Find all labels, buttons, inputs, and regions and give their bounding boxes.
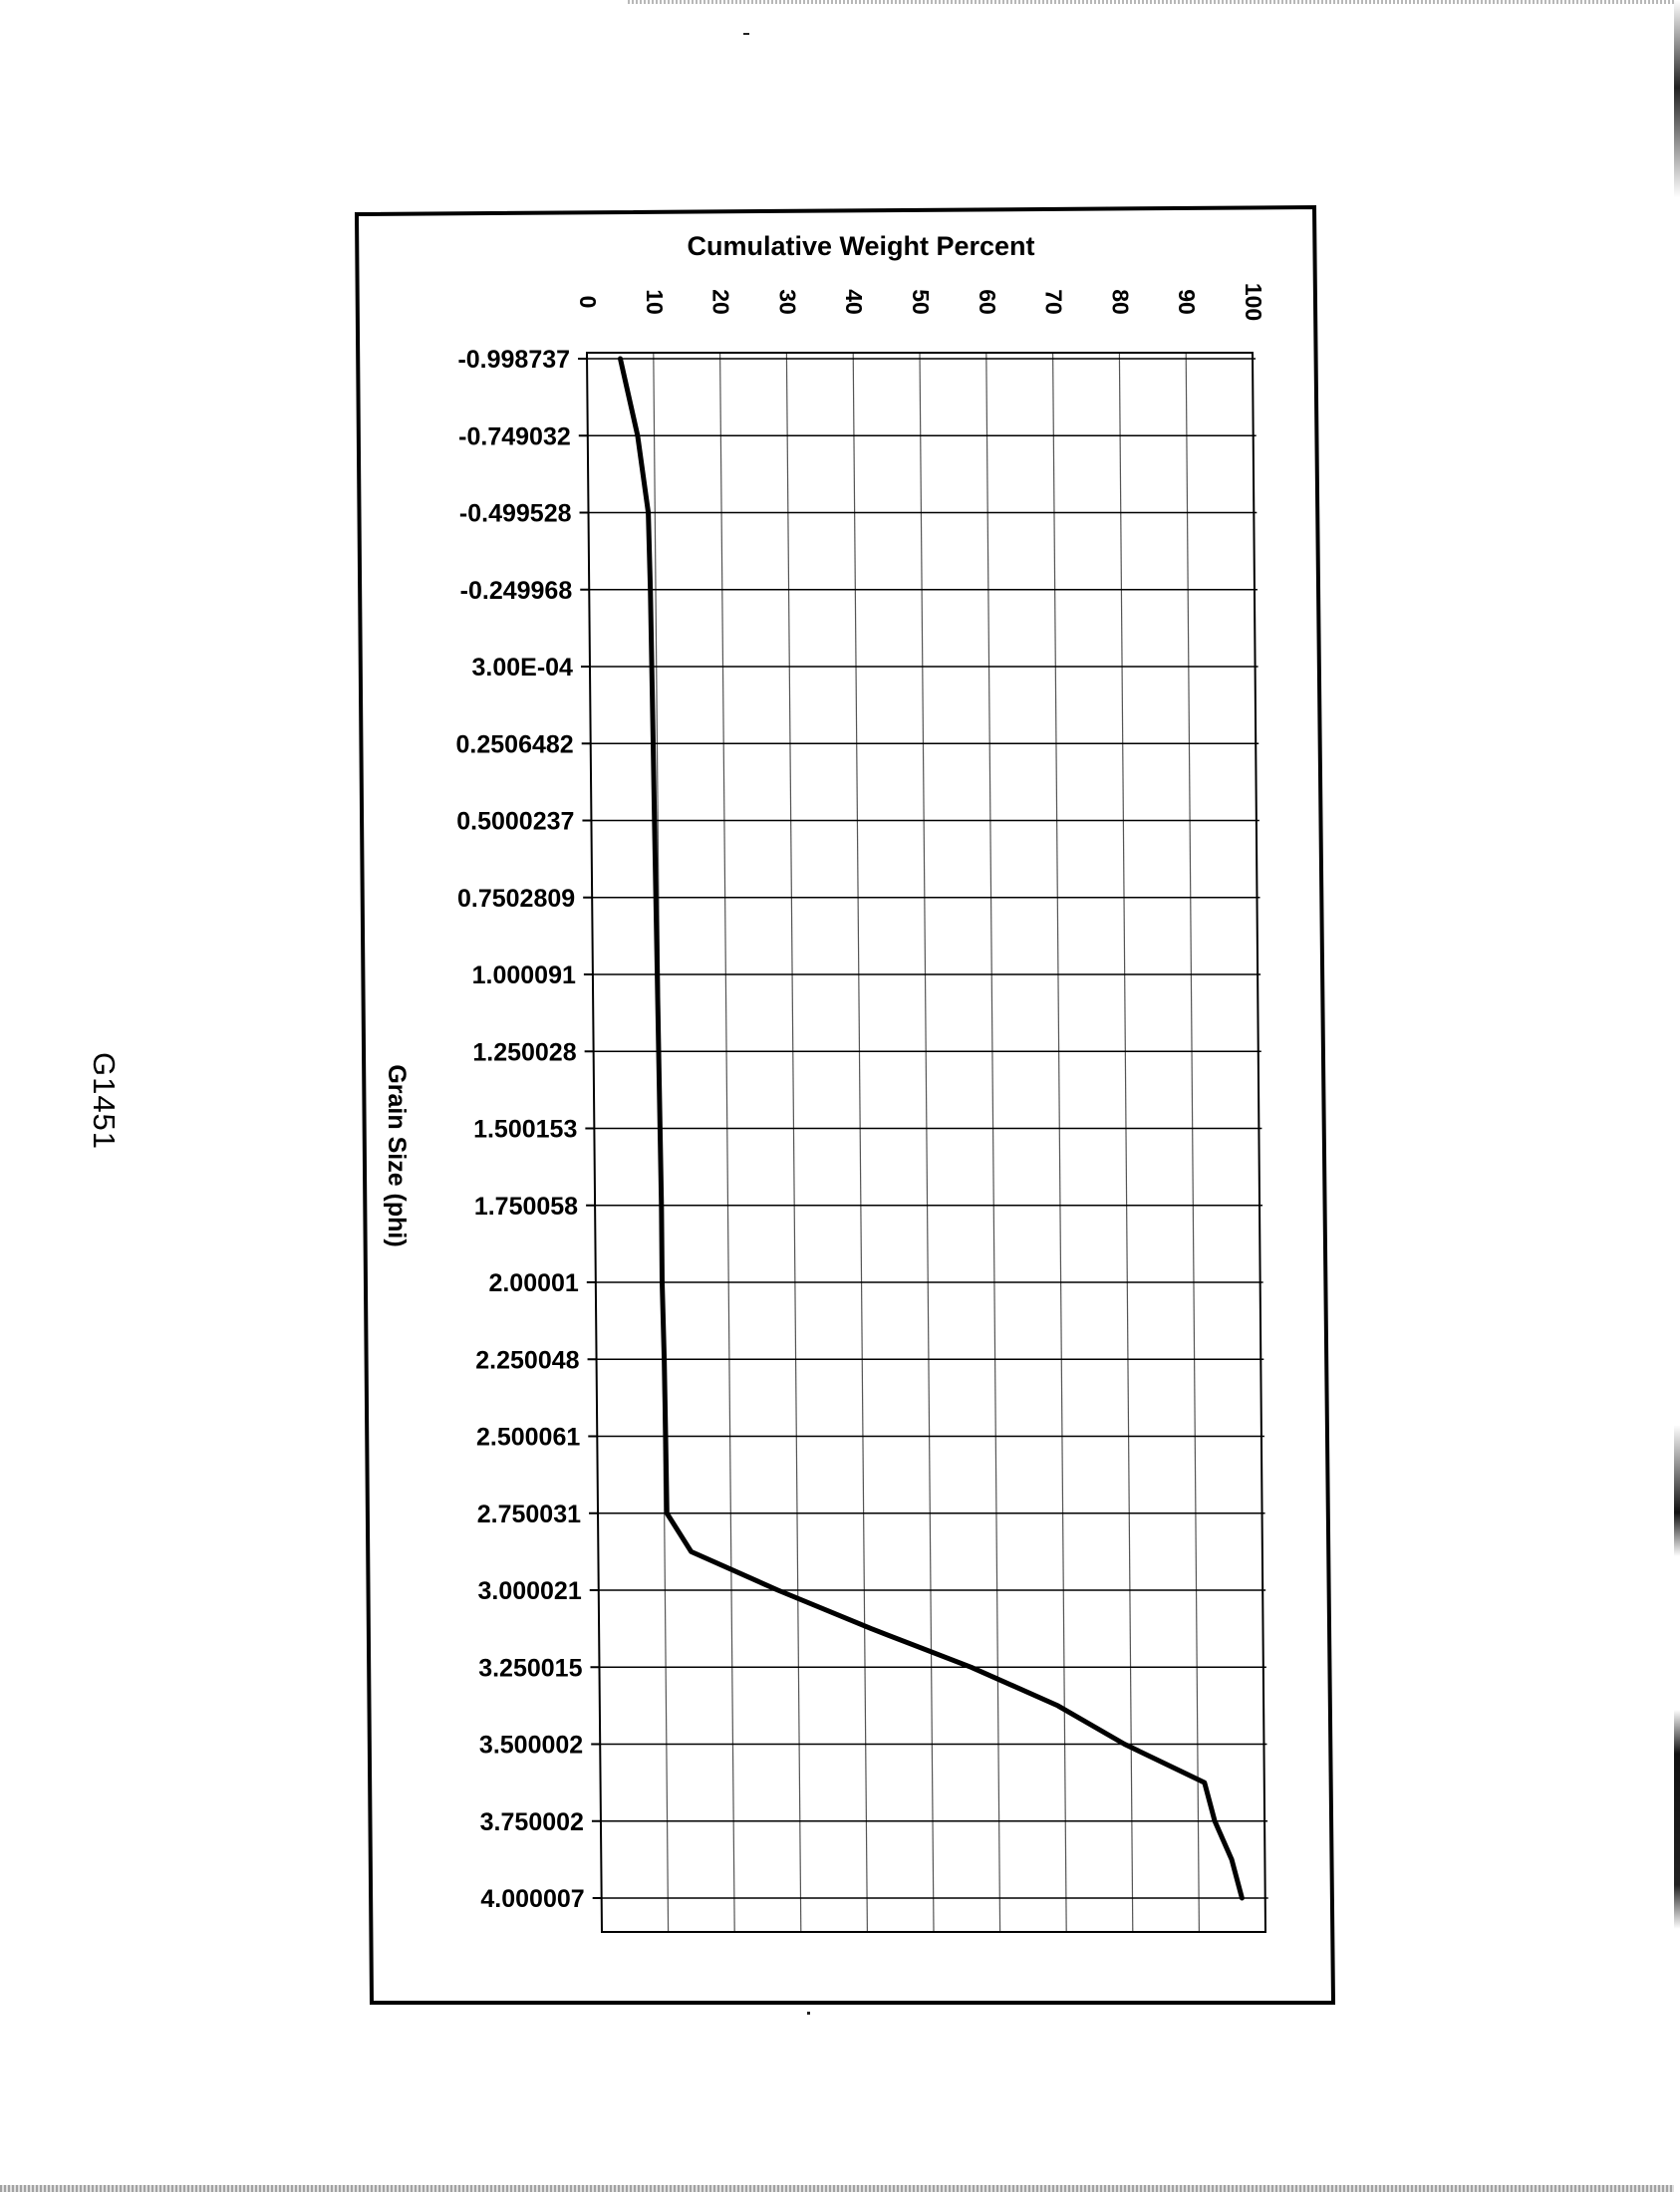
- y-tick-label: -0.998737: [457, 346, 571, 374]
- x-tick-label: 40: [841, 289, 868, 315]
- y-tick-label: 3.750002: [479, 1807, 584, 1836]
- y-tick-labels: [456, 346, 585, 1913]
- y-tick-label: 1.750058: [473, 1192, 579, 1221]
- grid-lines: [587, 353, 1268, 1932]
- y-tick-label: 3.00E-04: [471, 654, 573, 682]
- y-tick-label: 3.250015: [478, 1654, 583, 1683]
- y-tick-label: 2.250048: [475, 1346, 580, 1375]
- document-id: G1451: [87, 1051, 122, 1151]
- x-tick-label: 10: [641, 289, 668, 315]
- x-tick-label: 70: [1040, 289, 1067, 315]
- x-tick-label: 50: [908, 289, 934, 315]
- y-tick-label: 3.000021: [477, 1577, 582, 1605]
- y-tick-label: 1.000091: [471, 961, 576, 989]
- y-tick-label: 1.500153: [473, 1115, 578, 1144]
- x-tick-label: 20: [707, 289, 734, 315]
- y-tick-label: -0.499528: [458, 499, 572, 528]
- y-tick-label: 0.5000237: [456, 807, 575, 836]
- y-tick-label: 0.2506482: [455, 730, 574, 759]
- x-tick-label: 80: [1107, 289, 1134, 315]
- x-tick-label: 60: [974, 289, 1000, 315]
- x-tick-labels: [575, 283, 1266, 321]
- y-tick-label: -0.249968: [459, 576, 573, 605]
- y-tick-label: 1.250028: [472, 1038, 577, 1067]
- x-tick-label: 90: [1174, 289, 1201, 315]
- y-axis-title: Grain Size (phi): [383, 1064, 411, 1247]
- x-tick-label: 30: [774, 289, 801, 315]
- x-tick-label: 100: [1241, 282, 1266, 322]
- y-tick-label: 2.750031: [476, 1500, 582, 1528]
- x-axis-title: Cumulative Weight Percent: [687, 231, 1035, 261]
- y-tick-label: 2.00001: [488, 1269, 579, 1297]
- x-tick-label: 0: [575, 295, 601, 309]
- y-tick-label: 2.500061: [476, 1423, 581, 1452]
- y-tick-label: 0.7502809: [456, 884, 576, 913]
- y-tick-label: 3.500002: [478, 1731, 584, 1760]
- y-tick-label: 4.000007: [480, 1885, 585, 1913]
- y-tick-label: -0.749032: [458, 422, 571, 451]
